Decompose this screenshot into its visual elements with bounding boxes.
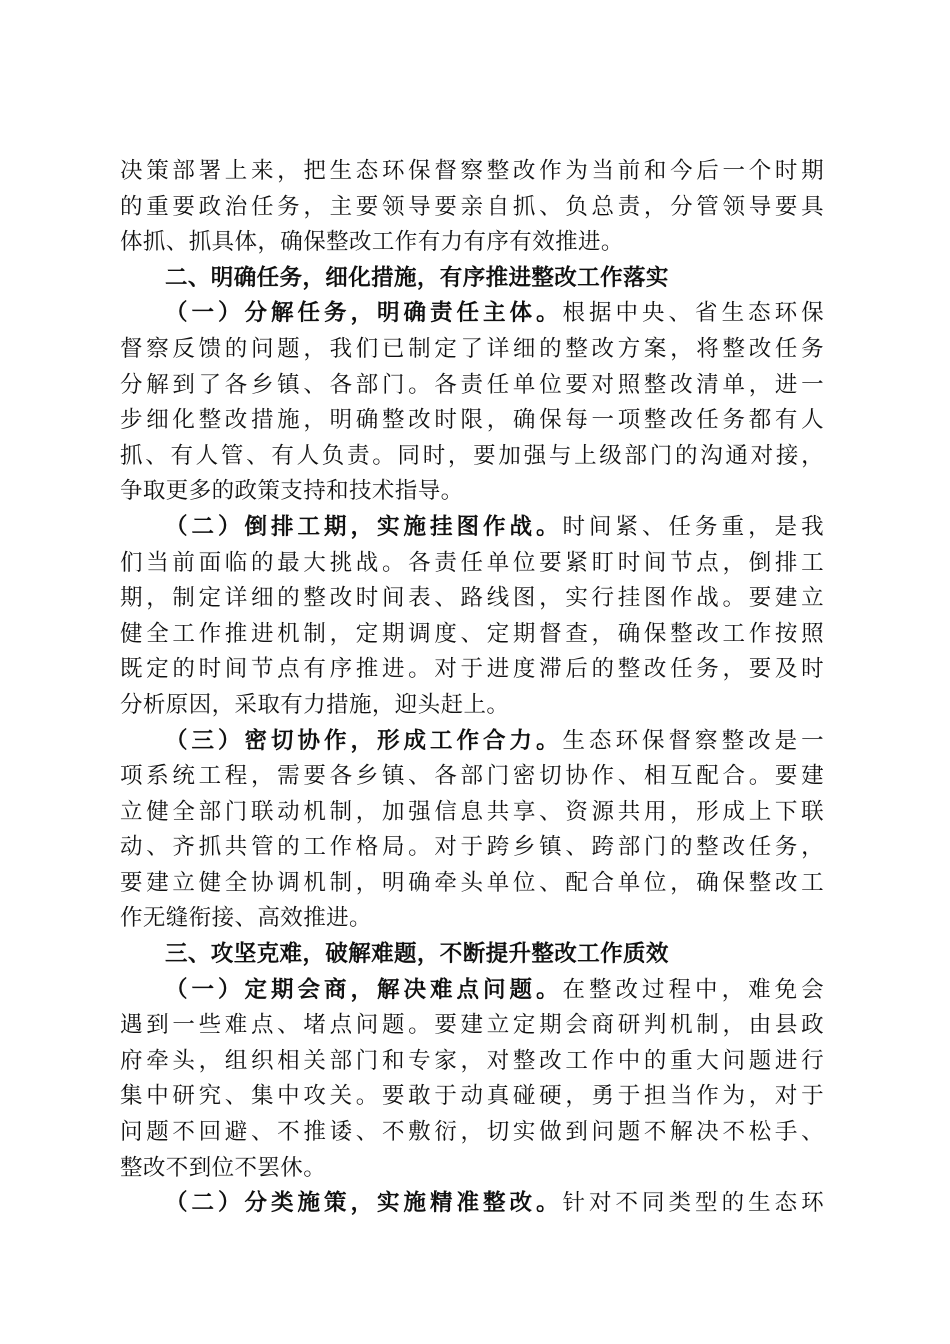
text-line: 整改不到位不罢休。 xyxy=(120,1154,327,1181)
paragraph-first-line xyxy=(120,973,824,1009)
text-line: 抓、有人管、有人负责。同时，要加强与上级部门的沟通对接， xyxy=(120,442,824,469)
paragraph-lead: （二）倒排工期，实施挂图作战。 xyxy=(165,513,563,540)
paragraph-text: 根据中央、省生态环保 xyxy=(562,300,824,327)
text-line: 督察反馈的问题，我们已制定了详细的整改方案，将整改任务 xyxy=(120,335,824,362)
text-line: 决策部署上来，把生态环保督察整改作为当前和今后一个时期 xyxy=(120,158,824,184)
paragraph xyxy=(120,1186,824,1222)
text-line: 立健全部门联动机制，加强信息共享、资源共用，形成上下联 xyxy=(120,798,824,825)
text-line: 期，制定详细的整改时间表、路线图，实行挂图作战。要建立 xyxy=(120,585,824,612)
text-line: 问题不回避、不推诿、不敷衍，切实做到问题不解决不松手、 xyxy=(120,1119,824,1146)
text-line: 的重要政治任务，主要领导要亲自抓、负总责，分管领导要具 xyxy=(120,193,824,220)
paragraph-text: 时间紧、任务重，是我 xyxy=(562,513,824,540)
paragraph-lead: （一）分解任务，明确责任主体。 xyxy=(165,300,563,327)
text-line: 府牵头，组织相关部门和专家，对整改工作中的重大问题进行 xyxy=(120,1047,824,1074)
text-line: 作无缝衔接、高效推进。 xyxy=(120,905,372,932)
paragraph-lead: （二）分类施策，实施精准整改。 xyxy=(165,1190,563,1217)
text-line: 要建立健全协调机制，明确牵头单位、配合单位，确保整改工 xyxy=(120,869,824,896)
text-line: 动、齐抓共管的工作格局。对于跨乡镇、跨部门的整改任务， xyxy=(120,834,824,861)
paragraph-lead: （三）密切协作，形成工作合力。 xyxy=(165,727,563,754)
text-line: 分解到了各乡镇、各部门。各责任单位要对照整改清单，进一 xyxy=(120,371,824,398)
paragraph-text: 针对不同类型的生态环 xyxy=(562,1190,824,1217)
text-line: 们当前面临的最大挑战。各责任单位要紧盯时间节点，倒排工 xyxy=(120,549,824,576)
text-line: 步细化整改措施，明确整改时限，确保每一项整改任务都有人 xyxy=(120,407,824,434)
text-line: 集中研究、集中攻关。要敢于动真碰硬，勇于担当作为，对于 xyxy=(120,1083,824,1110)
paragraph-first-line xyxy=(120,724,824,760)
paragraph-text: 在整改过程中，难免会 xyxy=(562,976,824,1003)
text-line: 既定的时间节点有序推进。对于进度滞后的整改任务，要及时 xyxy=(120,656,824,683)
paragraph-first-line xyxy=(120,510,824,546)
text-line: 项系统工程，需要各乡镇、各部门密切协作、相互配合。要建 xyxy=(120,763,824,790)
paragraph-continuation xyxy=(120,154,824,261)
paragraph xyxy=(120,973,824,1187)
paragraph-first-line xyxy=(120,1186,824,1222)
paragraph-text: 生态环保督察整改是一 xyxy=(562,727,824,754)
paragraph-lead: （一）定期会商，解决难点问题。 xyxy=(165,976,563,1003)
section-heading: 二、明确任务，细化措施，有序推进整改工作落实 xyxy=(165,264,669,291)
paragraph xyxy=(120,724,824,938)
document-body xyxy=(120,154,824,1222)
paragraph xyxy=(120,296,824,510)
text-line: 体抓、抓具体，确保整改工作有力有序有效推进。 xyxy=(120,229,624,256)
text-line: 争取更多的政策支持和技术指导。 xyxy=(120,478,464,505)
paragraph-first-line xyxy=(120,296,824,332)
paragraph xyxy=(120,510,824,724)
text-line: 健全工作推进机制，定期调度、定期督查，确保整改工作按照 xyxy=(120,620,824,647)
section-heading: 三、攻坚克难，破解难题，不断提升整改工作质效 xyxy=(165,941,669,968)
text-line: 分析原因，采取有力措施，迎头赶上。 xyxy=(120,691,510,718)
text-line: 遇到一些难点、堵点问题。要建立定期会商研判机制，由县政 xyxy=(120,1012,824,1039)
